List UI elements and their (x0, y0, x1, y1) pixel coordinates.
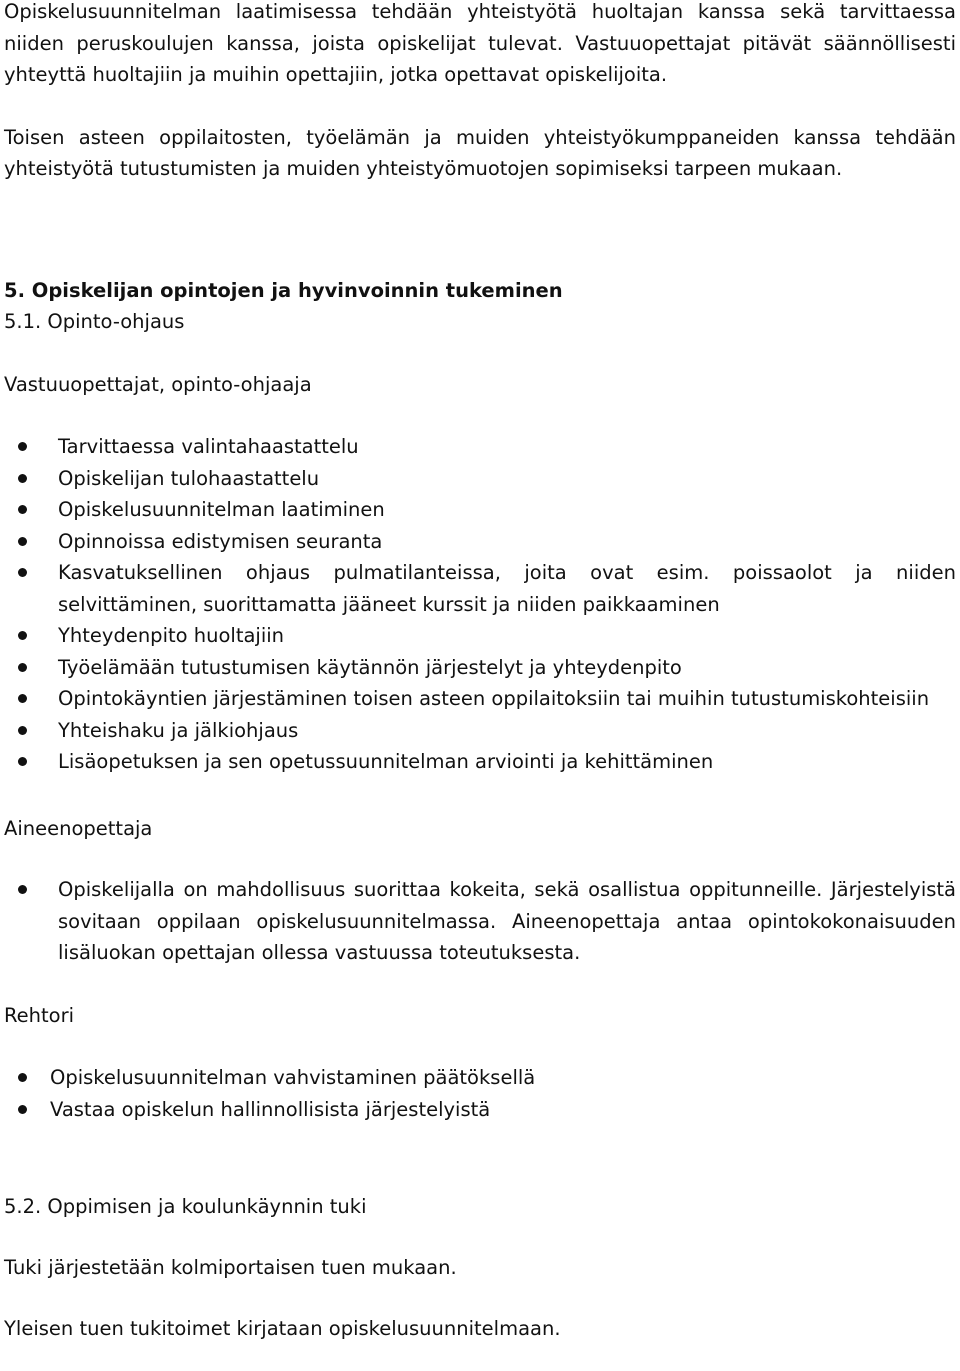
list-item: Kasvatuksellinen ohjaus pulmatilanteissa, joita ovat esim. poissaolot ja niiden selvittäminen, suorittamatta jääneet kurssit ja niiden paikkaaminen (4, 557, 956, 620)
list-item: Lisäopetuksen ja sen opetussuunnitelman arviointi ja kehittäminen (4, 746, 956, 778)
intro-paragraph-1: Opiskelusuunnitelman laatimisessa tehdään yhteistyötä huoltajan kanssa sekä tarvittaessa niiden peruskoulujen kanssa, joista opiskelijat tulevat. Vastuuopettajat pitävät säännöllisesti yhteyttä huoltajiin ja muihin opettajiin, jotka opettavat opiskelijoita. (4, 0, 956, 86)
group-label-aineenopettaja: Aineenopettaja (4, 816, 153, 840)
bullet-icon (18, 537, 27, 546)
list-item: Työelämään tutustumisen käytännön järjestelyt ja yhteydenpito (4, 652, 956, 684)
list-item: Tarvittaessa valintahaastattelu (4, 431, 956, 463)
bullet-icon (18, 1073, 27, 1082)
bullet-icon (18, 442, 27, 451)
bullet-icon (18, 885, 27, 894)
list-item: Opiskelijalla on mahdollisuus suorittaa kokeita, sekä osallistua oppitunneille. Järjestelyistä sovitaan oppilaan opiskelusuunnitelmassa. Aineenopettaja antaa opintokokonaisuuden lisäluokan opettajan ollessa vastuussa toteutuksesta. (4, 874, 956, 969)
bullet-icon (18, 1105, 27, 1114)
subsection-heading-5-1: 5.1. Opinto-ohjaus (4, 310, 185, 333)
group-label-vastuuopettajat: Vastuuopettajat, opinto-ohjaaja (4, 372, 312, 396)
list-item: Opiskelusuunnitelman laatiminen (4, 494, 956, 526)
bullet-icon (18, 663, 27, 672)
subsection-heading-5-2: 5.2. Oppimisen ja koulunkäynnin tuki (4, 1195, 367, 1218)
bullet-icon (18, 757, 27, 766)
list-rehtori (4, 1062, 956, 1125)
list-item: Vastaa opiskelun hallinnollisista järjestelyistä (4, 1094, 956, 1126)
bullet-icon (18, 631, 27, 640)
list-item: Yhteishaku ja jälkiohjaus (4, 715, 956, 747)
list-item: Opiskelijan tulohaastattelu (4, 463, 956, 495)
support-paragraph-2: Yleisen tuen tukitoimet kirjataan opiskelusuunnitelmaan. (4, 1317, 561, 1340)
bullet-icon (18, 505, 27, 514)
list-opinto-ohjaus (4, 431, 956, 778)
bullet-icon (18, 726, 27, 735)
support-paragraph-1: Tuki järjestetään kolmiportaisen tuen mukaan. (4, 1255, 457, 1279)
document-page (4, 0, 956, 1345)
list-item: Yhteydenpito huoltajiin (4, 620, 956, 652)
bullet-icon (18, 568, 27, 577)
list-item: Opinnoissa edistymisen seuranta (4, 526, 956, 558)
bullet-icon (18, 694, 27, 703)
intro-paragraph-2: Toisen asteen oppilaitosten, työelämän ja muiden yhteistyökumppaneiden kanssa tehdään yhteistyötä tutustumisten ja muiden yhteistyömuotojen sopimiseksi tarpeen mukaan. (4, 125, 956, 180)
group-label-rehtori: Rehtori (4, 1003, 75, 1027)
section-heading: 5. Opiskelijan opintojen ja hyvinvoinnin tukeminen (4, 278, 563, 302)
list-item: Opiskelusuunnitelman vahvistaminen päätöksellä (4, 1062, 956, 1094)
bullet-icon (18, 474, 27, 483)
list-item: Opintokäyntien järjestäminen toisen asteen oppilaitoksiin tai muihin tutustumiskohteisiin (4, 683, 956, 715)
list-aineenopettaja (4, 874, 956, 969)
